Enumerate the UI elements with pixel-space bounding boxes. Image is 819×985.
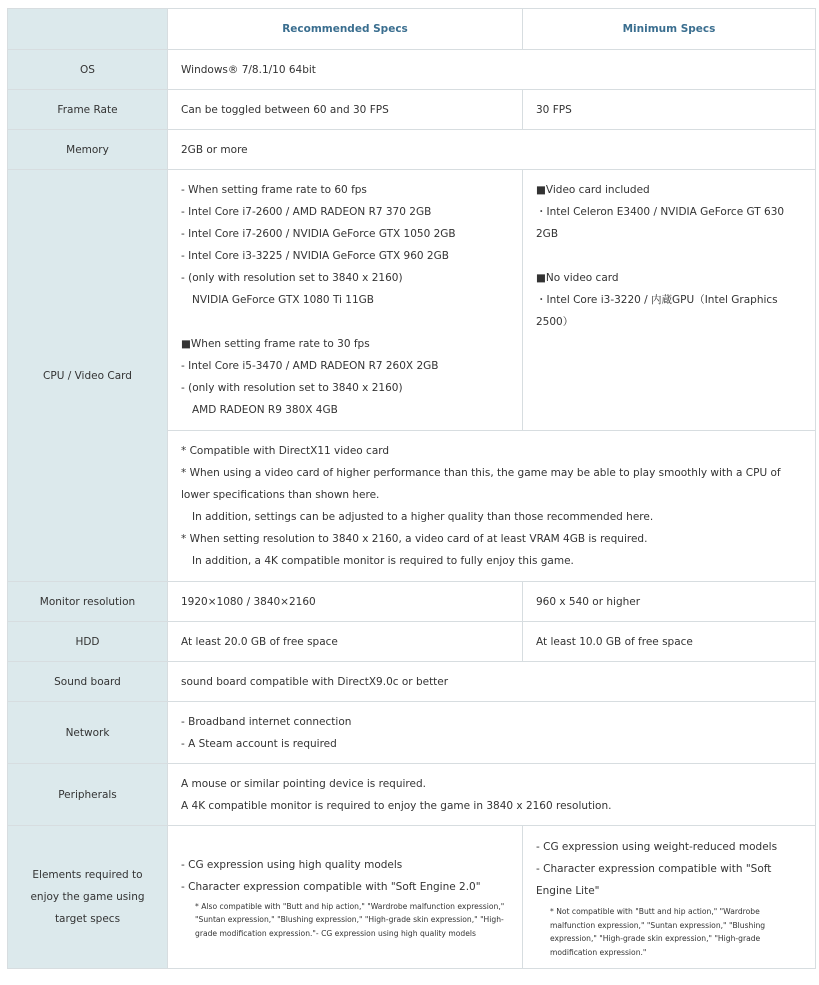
row-os — [8, 50, 816, 90]
row-memory — [8, 130, 816, 170]
cpu-note: In addition, settings can be adjusted to a higher quality than those recommended here. — [192, 511, 654, 523]
header-recommended: Recommended Specs — [168, 9, 523, 50]
peripherals-line: A 4K compatible monitor is required to enjoy the game in 3840 x 2160 resolution. — [181, 799, 612, 812]
cpu-note: * When setting resolution to 3840 x 2160, a video card of at least VRAM 4GB is required. — [181, 533, 648, 545]
memory-label: Memory — [8, 130, 168, 170]
elements-min-line: - CG expression using weight-reduced models — [536, 841, 778, 853]
cpu-note: In addition, a 4K compatible monitor is required to fully enjoy this game. — [192, 555, 574, 567]
row-network — [8, 702, 816, 764]
header-minimum: Minimum Specs — [523, 9, 816, 50]
row-hdd — [8, 622, 816, 662]
peripherals-label: Peripherals — [8, 764, 168, 826]
row-elements — [8, 826, 816, 969]
cpu-rec-line: - Intel Core i3-3225 / NVIDIA GeForce GTX 960 2GB — [181, 250, 449, 262]
cpu-note: * Compatible with DirectX11 video card — [181, 445, 390, 457]
cpu-recommended — [168, 170, 523, 431]
cpu-rec-line: - Intel Core i7-2600 / NVIDIA GeForce GTX 1050 2GB — [181, 228, 456, 240]
hdd-minimum: At least 10.0 GB of free space — [523, 622, 816, 662]
cpu-min-line: ■No video card — [536, 272, 619, 284]
cpu-rec-line: - When setting frame rate to 60 fps — [181, 184, 367, 196]
header-row — [8, 9, 816, 50]
elements-min-note: * Not compatible with "Butt and hip action," "Wardrobe malfunction expression," "Suntan expression," "Blushing expression," "High-grade skin expression," "High-grade modification expression." — [550, 907, 766, 957]
monitor-label: Monitor resolution — [8, 582, 168, 622]
peripherals-line: A mouse or similar pointing device is required. — [181, 777, 426, 790]
network-line: - Broadband internet connection — [181, 715, 352, 728]
cpu-rec-line: ■When setting frame rate to 30 fps — [181, 338, 370, 350]
cpu-rec-line: - Intel Core i7-2600 / AMD RADEON R7 370 2GB — [181, 206, 432, 218]
cpu-label: CPU / Video Card — [8, 170, 168, 582]
sound-label: Sound board — [8, 662, 168, 702]
frame-rate-label: Frame Rate — [8, 90, 168, 130]
frame-rate-recommended: Can be toggled between 60 and 30 FPS — [168, 90, 523, 130]
peripherals-value — [168, 764, 816, 826]
network-label: Network — [8, 702, 168, 764]
memory-value: 2GB or more — [168, 130, 816, 170]
elements-rec-note: * Also compatible with "Butt and hip action," "Wardrobe malfunction expression," "Suntan expression," "Blushing expression," "High-grade skin expression," "High-grade modification expression."- CG expression using high quality models — [195, 901, 505, 938]
row-cpu — [8, 170, 816, 431]
hdd-recommended: At least 20.0 GB of free space — [168, 622, 523, 662]
header-corner — [8, 9, 168, 50]
elements-label: Elements required to enjoy the game using target specs — [8, 826, 168, 969]
cpu-note: * When using a video card of higher performance than this, the game may be able to play smoothly with a CPU of lower specifications than shown here. — [181, 467, 781, 501]
row-sound — [8, 662, 816, 702]
hdd-label: HDD — [8, 622, 168, 662]
specs-table — [7, 8, 816, 969]
cpu-rec-line: AMD RADEON R9 380X 4GB — [192, 404, 338, 416]
network-line: - A Steam account is required — [181, 737, 337, 750]
cpu-rec-line: - (only with resolution set to 3840 x 2160) — [181, 382, 403, 394]
cpu-rec-line: - (only with resolution set to 3840 x 2160) — [181, 272, 403, 284]
row-peripherals — [8, 764, 816, 826]
os-label: OS — [8, 50, 168, 90]
cpu-rec-line: NVIDIA GeForce GTX 1080 Ti 11GB — [192, 294, 374, 306]
row-monitor — [8, 582, 816, 622]
cpu-min-line: ・Intel Celeron E3400 / NVIDIA GeForce GT 630 2GB — [536, 206, 785, 240]
spacer — [181, 311, 509, 333]
specs-container — [7, 8, 815, 969]
spacer — [536, 245, 802, 267]
monitor-recommended: 1920×1080 / 3840×2160 — [168, 582, 523, 622]
cpu-min-line: ■Video card included — [536, 184, 650, 196]
cpu-rec-line: - Intel Core i5-3470 / AMD RADEON R7 260X 2GB — [181, 360, 439, 372]
elements-recommended — [168, 826, 523, 969]
cpu-notes — [168, 431, 816, 582]
os-value: Windows® 7/8.1/10 64bit — [168, 50, 816, 90]
elements-min-line: - Character expression compatible with "Soft Engine Lite" — [536, 863, 772, 897]
row-frame-rate — [8, 90, 816, 130]
elements-minimum — [523, 826, 816, 969]
monitor-minimum: 960 x 540 or higher — [523, 582, 816, 622]
sound-value: sound board compatible with DirectX9.0c or better — [168, 662, 816, 702]
cpu-min-line: ・Intel Core i3-3220 / 内蔵GPU（Intel Graphics 2500） — [536, 294, 778, 328]
cpu-minimum — [523, 170, 816, 431]
elements-rec-line: - CG expression using high quality models — [181, 858, 403, 871]
elements-rec-line: - Character expression compatible with "Soft Engine 2.0" — [181, 880, 481, 893]
frame-rate-minimum: 30 FPS — [523, 90, 816, 130]
network-value — [168, 702, 816, 764]
